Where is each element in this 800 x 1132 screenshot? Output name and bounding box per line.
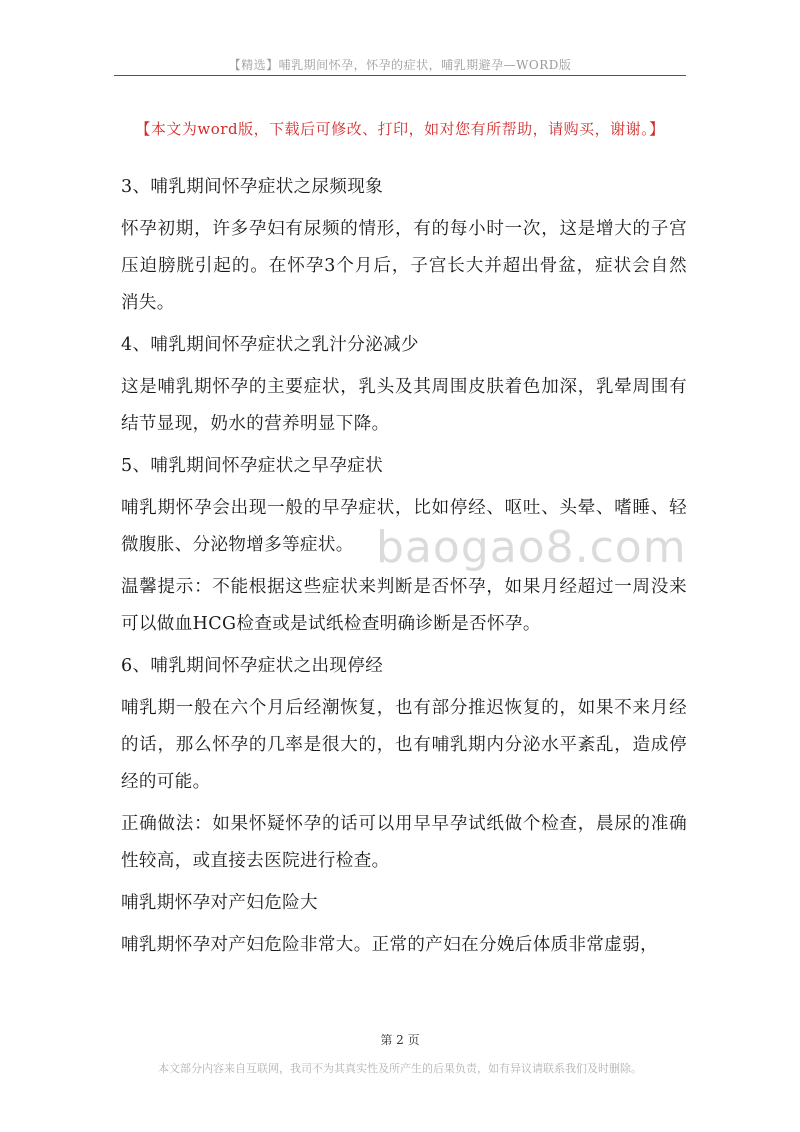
tip-paragraph: 温馨提示：不能根据这些症状来判断是否怀孕，如果月经超过一周没来可以做血HCG检查或是试纸检查明确诊断是否怀孕。 [121, 577, 687, 634]
section-heading-4: 4、哺乳期间怀孕症状之乳汁分泌减少 [121, 335, 419, 355]
section-heading-3: 3、哺乳期间怀孕症状之尿频现象 [121, 177, 384, 197]
body-paragraph: 哺乳期一般在六个月后经潮恢复，也有部分推迟恢复的，如果不来月经的话，那么怀孕的几率是很大的，也有哺乳期内分泌水平紊乱，造成停经的可能。 [121, 698, 687, 792]
advice-paragraph: 正确做法：如果怀疑怀孕的话可以用早早孕试纸做个检查，晨尿的准确性较高，或直接去医院进行检查。 [121, 814, 687, 871]
body-paragraph: 哺乳期怀孕会出现一般的早孕症状，比如停经、呕吐、头晕、嗜睡、轻微腹胀、分泌物增多等症状。 [121, 498, 687, 555]
body-paragraph: 这是哺乳期怀孕的主要症状，乳头及其周围皮肤着色加深，乳晕周围有结节显现，奶水的营养明显下降。 [121, 377, 687, 434]
page-footer-disclaimer: 本文部分内容来自互联网，我司不为其真实性及所产生的后果负责，如有异议请联系我们及时删除。 [158, 1062, 642, 1075]
watermark: baogao8.com [376, 522, 687, 573]
body-paragraph: 怀孕初期，许多孕妇有尿频的情形，有的每小时一次，这是增大的子宫压迫膀胱引起的。在怀孕3个月后，子宫长大并超出骨盆，症状会自然消失。 [121, 219, 687, 313]
header-divider [114, 75, 686, 76]
page-header: 【精选】哺乳期间怀孕，怀孕的症状，哺乳期避孕—WORD版 [228, 58, 572, 72]
document-body [121, 169, 687, 969]
section-heading-risk: 哺乳期怀孕对产妇危险大 [121, 893, 318, 913]
section-heading-5: 5、哺乳期间怀孕症状之早孕症状 [121, 456, 384, 476]
word-version-notice: 【本文为word版，下载后可修改、打印，如对您有所帮助，请购买，谢谢。】 [135, 120, 665, 138]
body-paragraph: 哺乳期怀孕对产妇危险非常大。正常的产妇在分娩后体质非常虚弱， [121, 935, 658, 955]
page-number: 第 2 页 [380, 1033, 420, 1047]
section-heading-6: 6、哺乳期间怀孕症状之出现停经 [121, 656, 384, 676]
